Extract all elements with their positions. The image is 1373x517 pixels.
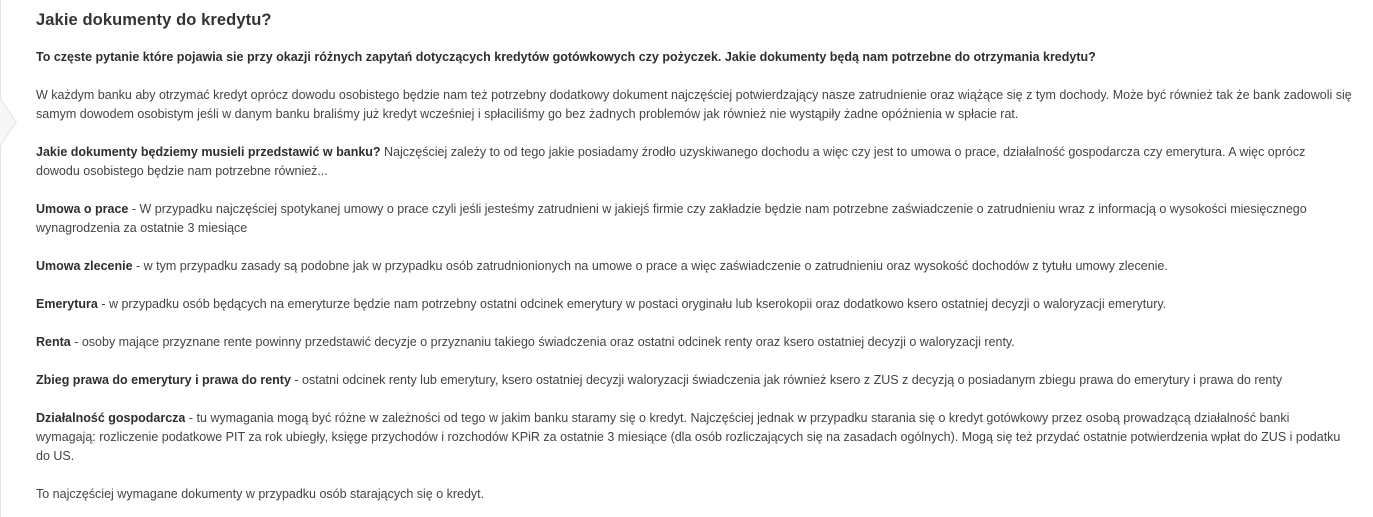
speech-pointer-arrow-inner xyxy=(0,99,15,145)
item-term: Emerytura xyxy=(36,297,98,311)
paragraph-general: W każdym banku aby otrzymać kredyt oprócz dowodu osobistego będzie nam też potrzebny dodatkowy dokument najczęściej potwierdzający nasze zatrudnienie oraz wiążące się z tym dochody. Może być również tak że bank zadowoli się samym dowodem osobistym jeśli w danym banku braliśmy już kredyt wcześniej i spłaciliśmy go bez żadnych problemów jak również nie wystąpiły żadne opóźnienia w spłacie rat. xyxy=(36,88,1352,121)
article-title: Jakie dokumenty do kredytu? xyxy=(36,11,272,29)
item-text: - w tym przypadku zasady są podobne jak w przypadku osób zatrudnionionych na umowe o prace a więc zaświadczenie o zatrudnieniu oraz wysokość dochodów z tytułu umowy zlecenie. xyxy=(132,259,1168,273)
item-term: Działalność gospodarcza xyxy=(36,411,186,425)
intro-text: To częste pytanie które pojawia sie przy okazji różnych zapytań dotyczących kredytów gotówkowych czy pożyczek. Jakie dokumenty będą nam potrzebne do otrzymania kredytu? xyxy=(36,50,1096,64)
paragraph-question xyxy=(36,143,1352,181)
content-left-border xyxy=(0,0,1,517)
item-dzialalnosc-gospodarcza xyxy=(36,409,1352,466)
item-umowa-o-prace xyxy=(36,200,1352,238)
item-term: Umowa zlecenie xyxy=(36,259,133,273)
item-text: - W przypadku najczęściej spotykanej umowy o prace czyli jeśli jesteśmy zatrudnieni w jakiejś firmie czy zakładzie będzie nam potrzebne zaświadczenie o zatrudnieniu wraz z informacją o wysokości miesięcznego wynagrodzenia za ostatnie 3 miesiące xyxy=(36,202,1307,235)
item-renta xyxy=(36,333,1352,352)
item-text: - w przypadku osób będących na emeryturze będzie nam potrzebny ostatni odcinek emerytury w postaci oryginału lub kserokopii oraz dodatkowo ksero ostatniej decyzji o waloryzacji emerytury. xyxy=(97,297,1167,311)
item-zbieg-prawa xyxy=(36,371,1352,390)
question-bold: Jakie dokumenty będziemy musieli przedstawić w banku? xyxy=(36,145,381,159)
item-umowa-zlecenie xyxy=(36,257,1352,276)
item-term: Umowa o prace xyxy=(36,202,129,216)
article-body xyxy=(36,0,1352,504)
article-intro xyxy=(36,48,1352,67)
question-text: Najczęściej zależy to od tego jakie posiadamy źrodło uzyskiwanego dochodu a więc czy jest to umowa o prace, działalność gospodarcza czy emerytura. A więc oprócz dowodu osobistego będzie nam potrzebne również... xyxy=(36,145,1306,178)
paragraph-closing: To najczęściej wymagane dokumenty w przypadku osób starających się o kredyt. xyxy=(36,487,485,501)
item-term: Renta xyxy=(36,335,71,349)
item-text: - tu wymagania mogą być różne w zależności od tego w jakim banku staramy się o kredyt. Najczęściej jednak w przypadku starania się o kredyt gotówkowy przez osobą prowadzącą działalność banki wymagają: rozliczenie podatkowe PIT za rok ubiegły, księge przychodów i rozchodów KPiR za ostatnie 3 miesiące (dla osób rozliczających się na zasadach ogólnych). Mogą się też przydać ostatnie potwierdzenia wpłat do ZUS i podatku do US. xyxy=(36,411,1341,463)
item-emerytura xyxy=(36,295,1352,314)
item-text: - ostatni odcinek renty lub emerytury, ksero ostatniej decyzji waloryzacji świadczenia jak również ksero z ZUS z decyzją o posiadanym zbiegu prawa do emerytury i prawa do renty xyxy=(290,373,1283,387)
item-text: - osoby mające przyznane rente powinny przedstawić decyzje o przyznaniu takiego świadczenia oraz ostatni odcinek renty oraz ksero ostatniej decyzji o waloryzacji renty. xyxy=(70,335,1015,349)
item-term: Zbieg prawa do emerytury i prawa do renty xyxy=(36,373,291,387)
